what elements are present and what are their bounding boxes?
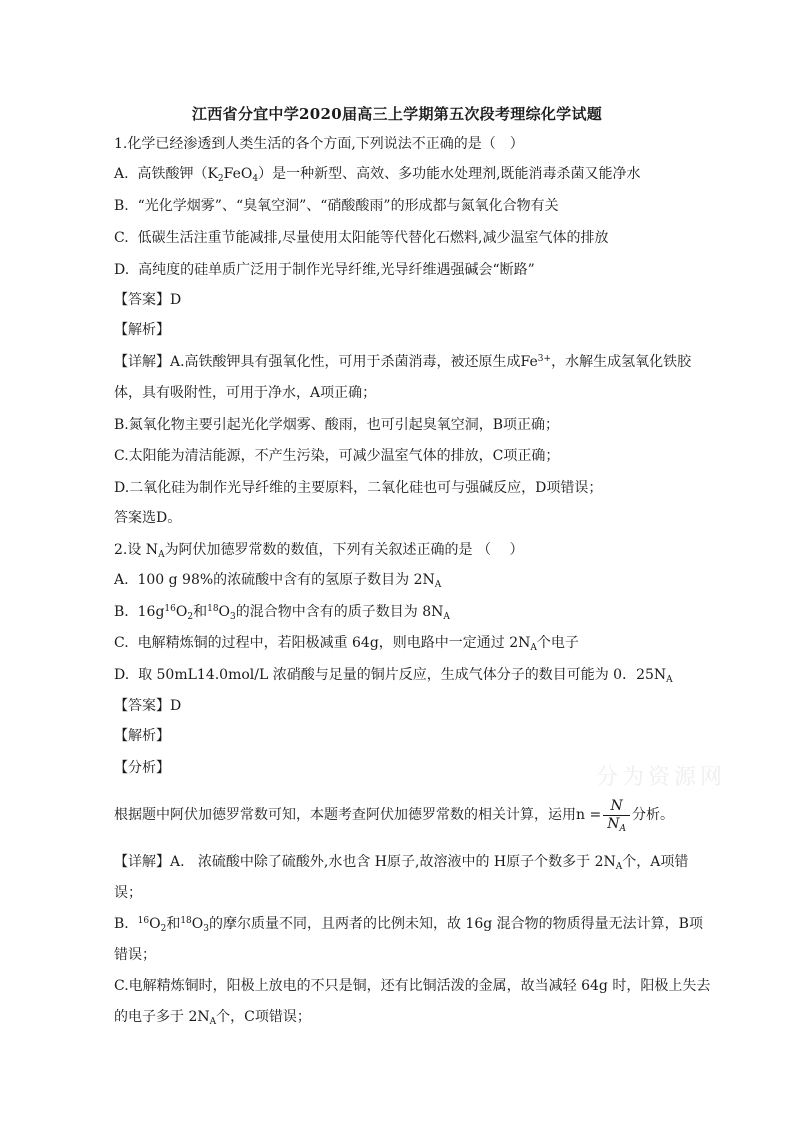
q1-detail-line-5: D.二氧化硅为制作光导纤维的主要原料，二氧化硅也可与强碱反应，D项错误； <box>114 480 603 496</box>
q2-detail-a-line-1: 【详解】A. 浓硫酸中除了硫酸外,水也含 H原子,故溶液中的 H原子个数多于 $2N_A$个，A项错 <box>114 854 689 872</box>
q2-answer: 【答案】D <box>114 698 182 714</box>
q1-option-a: A. 高铁酸钾$(K_2FeO_4)$是一种新型、高效、多功能水处理剂,既能消毒杀菌又能净水 <box>114 166 641 184</box>
q2-detail-c-line-2: 的电子多于 $2N_A$个，C项错误； <box>114 1009 311 1027</box>
q2-analysis-label: 【解析】 <box>114 728 170 744</box>
q2-option-d: D. 取 50mL14.0mol/L 浓硝酸与足量的铜片反应，生成气体分子的数目可能为 0．$25N_A$ <box>114 667 673 685</box>
q2-detail-a-line-2: 误； <box>114 885 142 901</box>
q2-option-b: B. $16g^{16}O_2$和$^{18}O_3$的混合物中含有的质子数目为 $8N_A$ <box>114 604 450 622</box>
q2-detail-b-line-1: B. $^{16}O_2$和$^{18}O_3$的摩尔质量不同，且两者的比例未知，故 16g 混合物的物质得量无法计算，B项 <box>114 916 703 934</box>
page-title: 江西省分宜中学2020届高三上学期第五次段考理综化学试题 <box>191 105 603 123</box>
q2-detail-c-line-1: C.电解精炼铜时，阳极上放电的不只是铜，还有比铜活泼的金属，故当减轻 64g 时，阳极上失去 <box>114 978 711 994</box>
q2-stem: 2.设 $N_A$为阿伏加德罗常数的数值，下列有关叙述正确的是 （ ） <box>114 542 524 560</box>
q1-detail-line-3: B.氮氧化物主要引起光化学烟雾、酸雨，也可引起臭氧空洞，B项正确； <box>114 417 560 433</box>
q1-option-d: D. 高纯度的硅单质广泛用于制作光导纤维,光导纤维遇强碱会“断路” <box>114 262 535 278</box>
q1-conclusion: 答案选D。 <box>114 510 182 526</box>
watermark: 分为资源网 <box>596 765 727 790</box>
q1-detail-line-1: 【详解】A.高铁酸钾具有强氧化性，可用于杀菌消毒，被还原生成$Fe^{3+}$，水解生成氢氧化铁胶 <box>114 354 692 370</box>
q1-analysis-label: 【解析】 <box>114 322 170 338</box>
q2-option-a: A. 100 g 98%的浓硫酸中含有的氢原子数目为 $2N_A$ <box>114 572 442 590</box>
q1-detail-line-2: 体，具有吸附性，可用于净水，A项正确； <box>114 385 377 401</box>
q1-detail-line-4: C.太阳能为清洁能源，不产生污染，可减少温室气体的排放，C项正确； <box>114 448 560 464</box>
q2-option-c: C. 电解精炼铜的过程中，若阳极减重 64g，则电路中一定通过 $2N_A$个电子 <box>114 635 579 653</box>
q1-answer: 【答案】D <box>114 292 182 308</box>
q2-detail-b-line-2: 错误； <box>114 947 156 963</box>
q2-fenxi-label: 【分析】 <box>114 760 170 776</box>
q2-basis-formula-line: 根据题中阿伏加德罗常数可知，本题考查阿伏加德罗常数的相关计算，运用n = $\frac{N}{N_A}$ 分析。 <box>114 797 674 834</box>
n-over-na-fraction: $\frac{N}{N_A}$ <box>603 798 630 833</box>
q1-option-c: C. 低碳生活注重节能减排,尽量使用太阳能等代替化石燃料,减少温室气体的排放 <box>114 230 609 246</box>
q1-stem: 1.化学已经渗透到人类生活的各个方面,下列说法不正确的是（ ） <box>114 136 524 152</box>
q1-option-b: B. “光化学烟雾”、“臭氧空洞”、“硝酸酸雨”的形成都与氮氧化合物有关 <box>114 198 559 214</box>
